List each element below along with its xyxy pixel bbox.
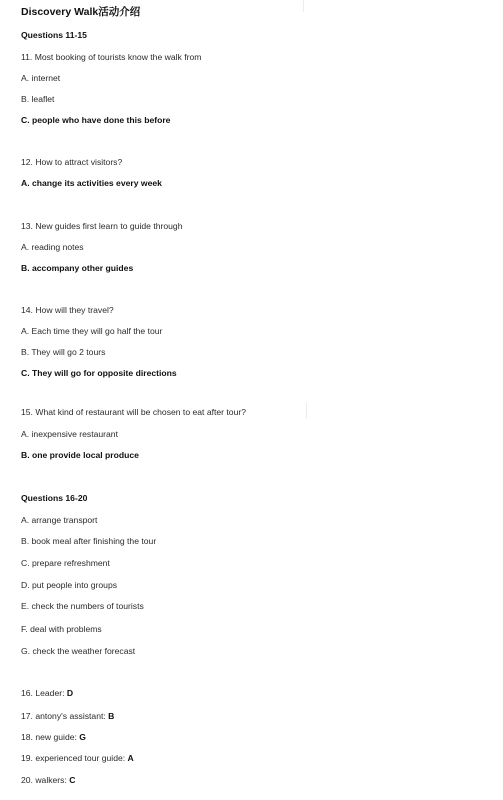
answer-label: 16. Leader: xyxy=(21,688,67,698)
answer-key: G xyxy=(79,732,86,742)
answer-13: B. accompany other guides xyxy=(21,263,134,273)
answer-19 xyxy=(21,753,134,764)
divider xyxy=(306,403,307,419)
page-title: Discovery Walk活动介绍 xyxy=(21,6,141,18)
option-13-a: A. reading notes xyxy=(21,242,84,252)
list-item: C. prepare refreshment xyxy=(21,558,110,568)
answer-label: 18. new guide: xyxy=(21,732,80,742)
list-item: B. book meal after finishing the tour xyxy=(21,536,157,546)
question-13: 13. New guides first learn to guide through xyxy=(21,221,183,231)
answer-20 xyxy=(21,775,75,786)
option-11-b: B. leaflet xyxy=(21,94,55,104)
option-11-a: A. internet xyxy=(21,73,61,83)
list-item: G. check the weather forecast xyxy=(21,646,136,656)
answer-17 xyxy=(21,711,114,722)
option-14-a: A. Each time they will go half the tour xyxy=(21,326,163,336)
question-12: 12. How to attract visitors? xyxy=(21,157,123,167)
divider xyxy=(303,0,304,12)
answer-16 xyxy=(21,688,73,699)
answer-11: C. people who have done this before xyxy=(21,115,171,125)
answer-label: 20. walkers: xyxy=(21,775,70,785)
question-11: 11. Most booking of tourists know the walk from xyxy=(21,52,202,62)
answer-label: 17. antony's assistant: xyxy=(21,711,109,721)
list-item: F. deal with problems xyxy=(21,624,102,634)
option-15-a: A. inexpensive restaurant xyxy=(21,429,118,439)
answer-12: A. change its activities every week xyxy=(21,178,162,188)
section-heading: Questions 11-15 xyxy=(21,30,87,40)
option-14-b: B. They will go 2 tours xyxy=(21,347,106,357)
answer-key: A xyxy=(127,753,134,763)
answer-14: C. They will go for opposite directions xyxy=(21,368,177,378)
section-heading: Questions 16-20 xyxy=(21,493,88,503)
list-item: D. put people into groups xyxy=(21,580,118,590)
list-item: A. arrange transport xyxy=(21,515,98,525)
question-15: 15. What kind of restaurant will be chosen to eat after tour? xyxy=(21,407,246,417)
answer-18 xyxy=(21,732,86,743)
list-item: E. check the numbers of tourists xyxy=(21,601,144,611)
answer-key: B xyxy=(108,711,115,721)
answer-label: 19. experienced tour guide: xyxy=(21,753,128,763)
answer-key: D xyxy=(66,688,74,698)
answer-key: C xyxy=(69,775,76,785)
answer-15: B. one provide local produce xyxy=(21,450,139,460)
question-14: 14. How will they travel? xyxy=(21,305,114,315)
